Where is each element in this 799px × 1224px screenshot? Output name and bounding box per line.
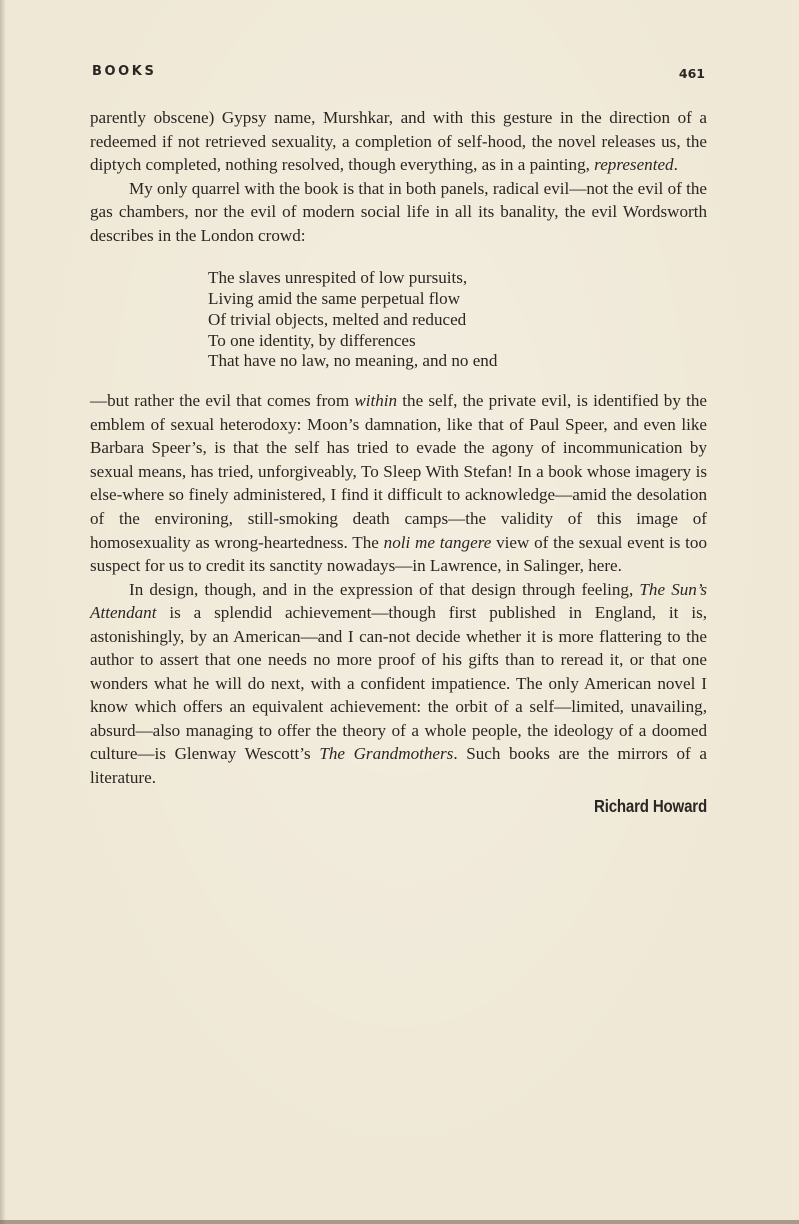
- paragraph-4-italic-title-2: The Grandmothers: [319, 744, 454, 764]
- poem-line: Living amid the same perpetual flow: [208, 289, 461, 309]
- page-number: 461: [678, 66, 705, 81]
- page-bottom-edge: [0, 1220, 799, 1224]
- paragraph-4-end: . Such books are the mirrors of a literature.: [90, 744, 707, 788]
- paragraph-4: [90, 578, 707, 790]
- paragraph-2: My only quarrel with the book is that in both panels, radical evil—not the evil of the gas chambers, nor the evil of modern social life in all its banality, the evil Wordsworth describes in the London crowd:: [90, 178, 707, 245]
- paragraph-3-end: view of the sexual event is too suspect for us to credit its sanctity nowadays—in Lawrence, in Salinger, here.: [90, 532, 707, 576]
- author-signature: Richard Howard: [594, 795, 707, 816]
- paragraph-1-italic: represented: [594, 155, 674, 175]
- paragraph-3-text: —but rather the evil that comes from: [90, 391, 355, 411]
- paragraph-3-text-cont: the self, the private evil, is identified by the emblem of sexual heterodoxy: Moon’s damnation, like that of Paul Speer, and even like Barbara Speer’s, is that the self has tried to evade the agony of incommunication by sexual means, has tried, unforgiveably, To Sleep With Stefan! In a book whose imagery is else-where so finely administered, I find it difficult to acknowledge—amid the desolation of the environing, still-smoking death camps—the validity of this image of homosexuality as wrong-heartedness. The: [90, 391, 707, 552]
- poem-line: To one identity, by differences: [208, 330, 416, 350]
- paragraph-1: [90, 106, 707, 177]
- paragraph-3: [90, 389, 707, 577]
- paragraph-4-text-cont: is a splendid achievement—though first published in England, it is, astonishingly, by an American—and I can-not decide whether it is more flattering to the author to assert that one needs no more proof of his gifts than to reread it, or that one wonders what he will do next, with a confident impatience. The only American novel I know which offers an equivalent achievement: the orbit of a self—limited, unavailing, absurd—also managing to offer the theory of a whole people, the ideology of a doomed culture—is Glenway Wescott’s: [90, 603, 707, 764]
- running-head: BOOKS: [92, 64, 157, 79]
- poem-line: Of trivial objects, melted and reduced: [208, 309, 467, 329]
- article-body: [90, 106, 707, 818]
- paragraph-3-italic-within: within: [354, 391, 398, 411]
- page-edge-shadow: [0, 0, 6, 1224]
- paragraph-3-italic-latin: noli me tangere: [383, 532, 492, 552]
- poem-line: That have no law, no meaning, and no end: [208, 351, 498, 371]
- paragraph-1-text: parently obscene) Gypsy name, Murshkar, and with this gesture in the direction of a redeemed if not retrieved sexuality, a completion of self-hood, the novel releases us, the diptych completed, nothing resolved, though everything, as in a painting,: [90, 108, 707, 175]
- paragraph-1-end: .: [673, 155, 678, 175]
- paragraph-4-italic-title: The Sun’s Attendant: [90, 579, 707, 623]
- poem-line: The slaves unrespited of low pursuits,: [208, 268, 468, 288]
- paragraph-4-text: In design, though, and in the expression of that design through feeling,: [129, 579, 640, 599]
- quoted-poem: [208, 268, 707, 372]
